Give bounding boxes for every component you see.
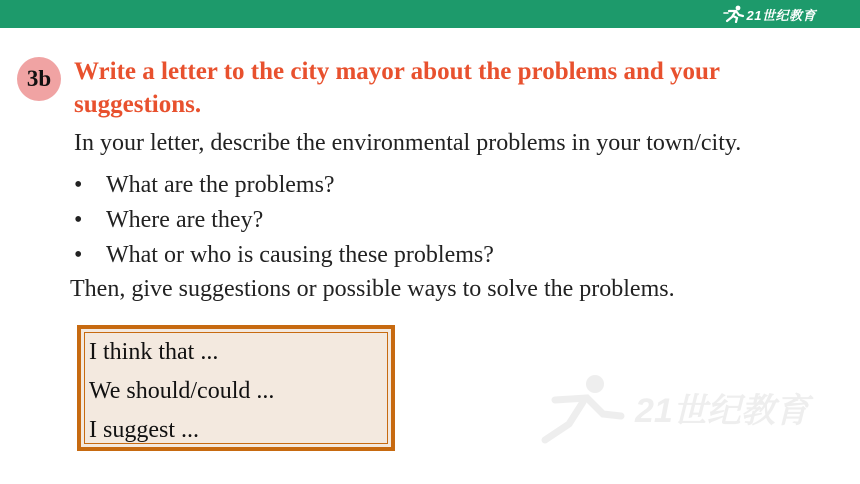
- runner-icon: [723, 5, 745, 23]
- question-item: [74, 205, 494, 240]
- bullet-icon: •: [74, 242, 83, 268]
- task-intro: In your letter, describe the environmental problems in your town/city.: [74, 130, 742, 156]
- brand-logo: [723, 4, 816, 24]
- question-item: [74, 170, 494, 205]
- question-item: [74, 240, 494, 275]
- question-list: [74, 170, 494, 275]
- question-text: Where are they?: [106, 207, 264, 233]
- logo-text: 21世纪教育: [746, 7, 816, 23]
- question-text: What are the problems?: [106, 172, 335, 198]
- sentence-starter: We should/could ...: [89, 378, 275, 404]
- bullet-icon: •: [74, 172, 83, 198]
- top-header-bar: [0, 0, 860, 28]
- section-badge: 3b: [17, 57, 61, 101]
- question-text: What or who is causing these problems?: [106, 242, 494, 268]
- bullet-icon: •: [74, 207, 83, 233]
- watermark-text: 21世纪教育: [635, 392, 809, 430]
- task-closing: Then, give suggestions or possible ways to solve the problems.: [70, 276, 675, 302]
- sentence-starter-box: [77, 325, 395, 451]
- task-title: Write a letter to the city mayor about the problems and your suggestions.: [74, 58, 720, 118]
- watermark-logo: [525, 370, 825, 450]
- sentence-starter: I suggest ...: [89, 417, 199, 443]
- sentence-starter: I think that ...: [89, 339, 219, 365]
